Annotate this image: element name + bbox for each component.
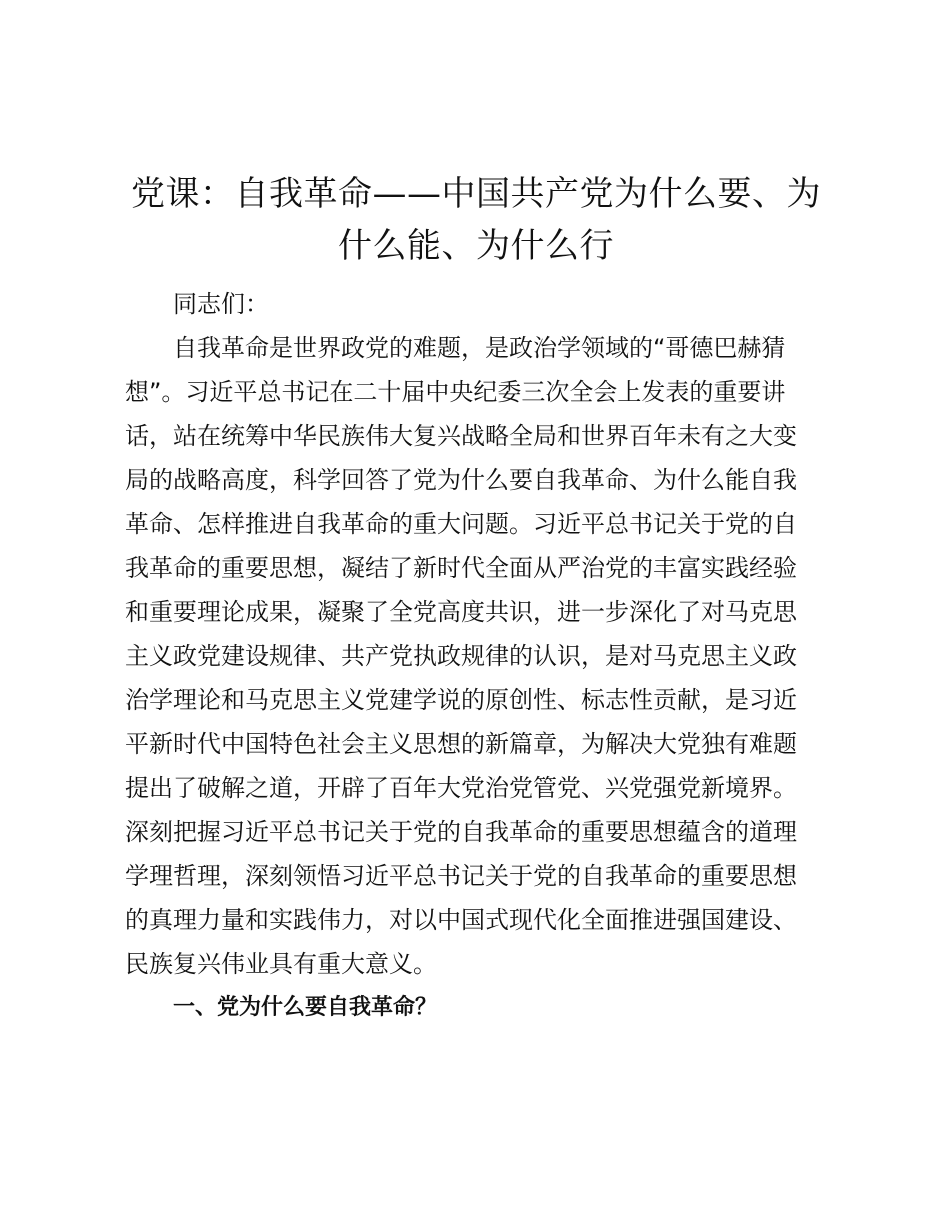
paragraph-1-line: 的真理力量和实践伟力，对以中国式现代化全面推进强国建设、 — [125, 906, 797, 934]
paragraph-1-line: 想”。习近平总书记在二十届中央纪委三次全会上发表的重要讲 — [125, 378, 786, 406]
paragraph-1-line: 局的战略高度，科学回答了党为什么要自我革命、为什么能自我 — [125, 466, 797, 494]
paragraph-1-line: 革命、怎样推进自我革命的重大问题。习近平总书记关于党的自 — [125, 510, 797, 538]
paragraph-1-line: 和重要理论成果，凝聚了全党高度共识，进一步深化了对马克思 — [125, 598, 797, 626]
title-line-2: 什么能、为什么行 — [338, 226, 614, 266]
document-title — [120, 168, 832, 272]
paragraph-1-line: 民族复兴伟业具有重大意义。 — [125, 950, 437, 978]
paragraph-1-line: 学理哲理，深刻领悟习近平总书记关于党的自我革命的重要思想 — [125, 862, 797, 890]
paragraph-1-line: 我革命的重要思想，凝结了新时代全面从严治党的丰富实践经验 — [125, 554, 797, 582]
document-body — [125, 282, 825, 1030]
paragraph-1-line: 深刻把握习近平总书记关于党的自我革命的重要思想蕴含的道理 — [125, 818, 797, 846]
paragraph-1-line: 自我革命是世界政党的难题，是政治学领域的“哥德巴赫猜 — [173, 334, 786, 362]
paragraph-1 — [125, 326, 825, 986]
title-line-1: 党课：自我革命——中国共产党为什么要、为 — [131, 174, 821, 214]
paragraph-1-line: 话，站在统筹中华民族伟大复兴战略全局和世界百年未有之大变 — [125, 422, 797, 450]
paragraph-1-line: 平新时代中国特色社会主义思想的新篇章，为解决大党独有难题 — [125, 730, 797, 758]
section-heading: 一、党为什么要自我革命？ — [173, 995, 438, 1020]
paragraph-1-line: 提出了破解之道，开辟了百年大党治党管党、兴党强党新境界。 — [125, 774, 797, 802]
paragraph-1-line: 主义政党建设规律、共产党执政规律的认识，是对马克思主义政 — [125, 642, 797, 670]
paragraph-1-line: 治学理论和马克思主义党建学说的原创性、标志性贡献，是习近 — [125, 686, 797, 714]
salutation: 同志们： — [173, 290, 269, 318]
